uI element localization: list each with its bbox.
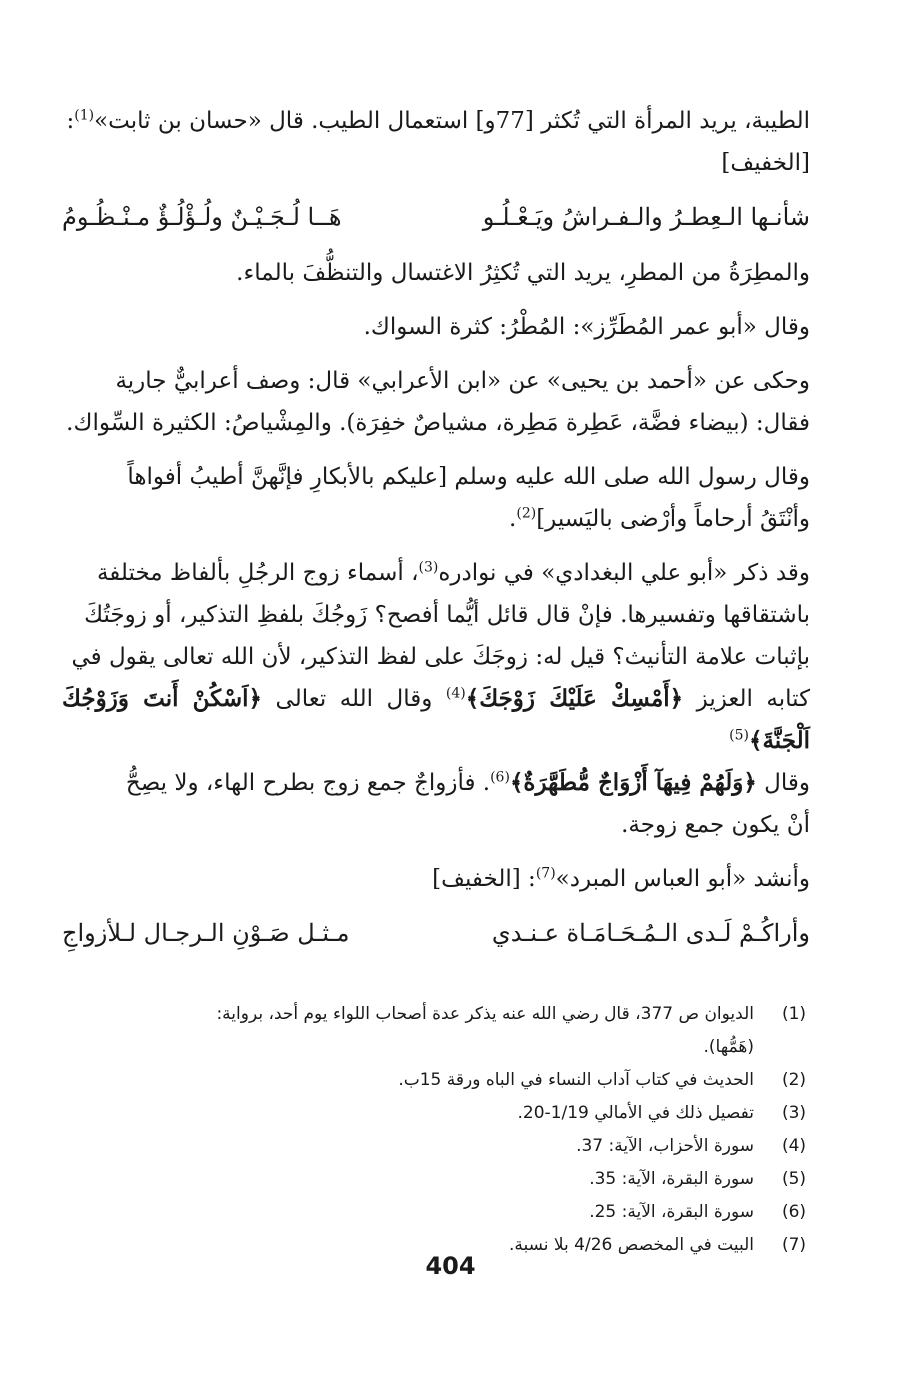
verse-second-hemistich: هَــا لُـجَـيْـنٌ ولُـؤْلُـؤٌ مـنْـظُـومُ: [62, 203, 342, 231]
footnote-text: سورة البقرة، الآية: 35.: [589, 1169, 754, 1189]
verse-1: [62, 196, 810, 238]
paragraph-4: وحكى عن «أحمد بن يحيى» عن «ابن الأعرابي» قال: وصف أعرابيٌّ جارية فقال: (بيضاء فضَّة، عَطِرة مَطِرة، مشياصٌ خفِرَة). والمِشْياصُ: الكثيرة السِّواك.: [66, 368, 810, 436]
footnote-text: الديوان ص 377، قال رضي الله عنه يذكر عدة أصحاب اللواء يوم أحد، برواية: (هَمُّها).: [216, 1004, 754, 1057]
paragraph-1: الطيبة، يريد المرأة التي تُكثر [77و] استعمال الطيب. قال «حسان بن ثابت»$^{(1)}$: [الخفيف]: [62, 100, 810, 184]
paragraph-3: وقال «أبو عمر المُطَرِّز»: المُطْرُ: كثرة السواك.: [363, 314, 810, 340]
footnote-ref: (1): [74, 107, 95, 124]
quran-verse: ﴿أَمْسِكْ عَلَيْكَ زَوْجَكَ﴾: [465, 685, 684, 712]
footnote: [200, 1097, 810, 1130]
footnote: [200, 1064, 810, 1097]
footnote: [200, 1163, 810, 1196]
footnote-number: (4): [781, 1136, 807, 1156]
footnote-ref: (7): [535, 865, 556, 882]
footnote-number: (6): [781, 1202, 807, 1222]
footnote-number: (5): [781, 1169, 807, 1189]
footnote-ref: (6): [490, 769, 510, 786]
footnote-ref: (4): [445, 685, 466, 702]
verse-2: [62, 912, 810, 954]
footnote: [200, 1130, 810, 1163]
paragraph-text: الطيبة، يريد المرأة التي تُكثر [77و] استعمال الطيب. قال «حسان بن ثابت»: [94, 108, 810, 134]
footnotes: [200, 998, 810, 1262]
footnote-number: (7): [781, 1235, 807, 1255]
footnote-number: (2): [781, 1070, 807, 1090]
footnote-number: (3): [781, 1103, 807, 1123]
footnote-text: سورة الأحزاب، الآية: 37.: [576, 1136, 754, 1156]
paragraph-2: والمطِرَةُ من المطرِ، يريد التي تُكثِرُ الاغتسال والتنظُّفَ بالماء.: [236, 260, 810, 286]
verse-first-hemistich: شأنـها الـعِطـرُ والـفـراشُ ويَـعْـلُـو: [482, 203, 810, 231]
footnote-number: (1): [781, 1004, 807, 1024]
page-number: 404: [425, 1252, 476, 1280]
footnote: [200, 1196, 810, 1229]
footnote-ref: (2): [516, 505, 537, 522]
footnote-text: تفصيل ذلك في الأمالي 1/19-20.: [517, 1103, 754, 1123]
main-text: [62, 100, 810, 968]
verse-first-hemistich: وأراكُـمْ لَـدى الـمُـحَـامَـاة عـنـدي: [491, 919, 810, 947]
verse-second-hemistich: مـثـل صَـوْنِ الـرجـال لـلأزواجِ: [62, 919, 350, 947]
quran-verse: ﴿وَلَهُمْ فِيهَآ أَزْوَاجٌ مُّطَهَّرَةٌ﴾: [509, 769, 757, 796]
footnote: [200, 998, 810, 1064]
footnote-text: البيت في المخصص 4/26 بلا نسبة.: [508, 1235, 754, 1255]
footnote-ref: (5): [729, 727, 749, 744]
footnote-ref: (3): [418, 559, 439, 576]
paragraph-5: وقال رسول الله صلى الله عليه وسلم [عليكم بالأبكارِ فإنَّهنَّ أطيبُ أفواهاً وأنْتَقُ أرحاماً وأرْضى باليَسير]$^{(2)}$.: [127, 464, 810, 532]
footnote-text: الحديث في كتاب آداب النساء في الباه ورقة 15ب.: [398, 1070, 754, 1090]
meter-label: [الخفيف]: [721, 150, 810, 176]
paragraph-6: وقد ذكر «أبو علي البغدادي» في نوادره$^{(3)}$، أسماء زوج الرجُلِ بألفاظ مختلفة باشتقاقها وتفسيرها. فإنْ قال قائل أيُّما أفصح؟ زَوجُكَ بلفظِ التذكير، أو زوجَتُكَ بإثبات علامة التأنيث؟ قيل له: زوجَكَ على لفظ التذكير، لأن الله تعالى يقول في كتابه العزيز ﴿أَمْسِكْ عَلَيْكَ زَوْجَكَ﴾$^{(4)}$ وقال الله تعالى ﴿اَسْكُنْ أَنتَ وَزَوْجُكَ اَلْجَنَّةَ﴾$^{(5)}$ وقال ﴿وَلَهُمْ فِيهَآ أَزْوَاجٌ مُّطَهَّرَةٌ﴾$^{(6)}$. فأزواجٌ جمع زوج بطرح الهاء، ولا يصِحُّ أنْ يكون جمع زوجة.: [62, 559, 811, 838]
quran-verse: ﴿اَسْكُنْ أَنتَ وَزَوْجُكَ اَلْجَنَّةَ﴾: [62, 685, 810, 754]
paragraph-7: وأنشد «أبو العباس المبرد»$^{(7)}$: [الخفيف]: [432, 865, 810, 892]
footnote-text: سورة البقرة، الآية: 25.: [589, 1202, 754, 1222]
